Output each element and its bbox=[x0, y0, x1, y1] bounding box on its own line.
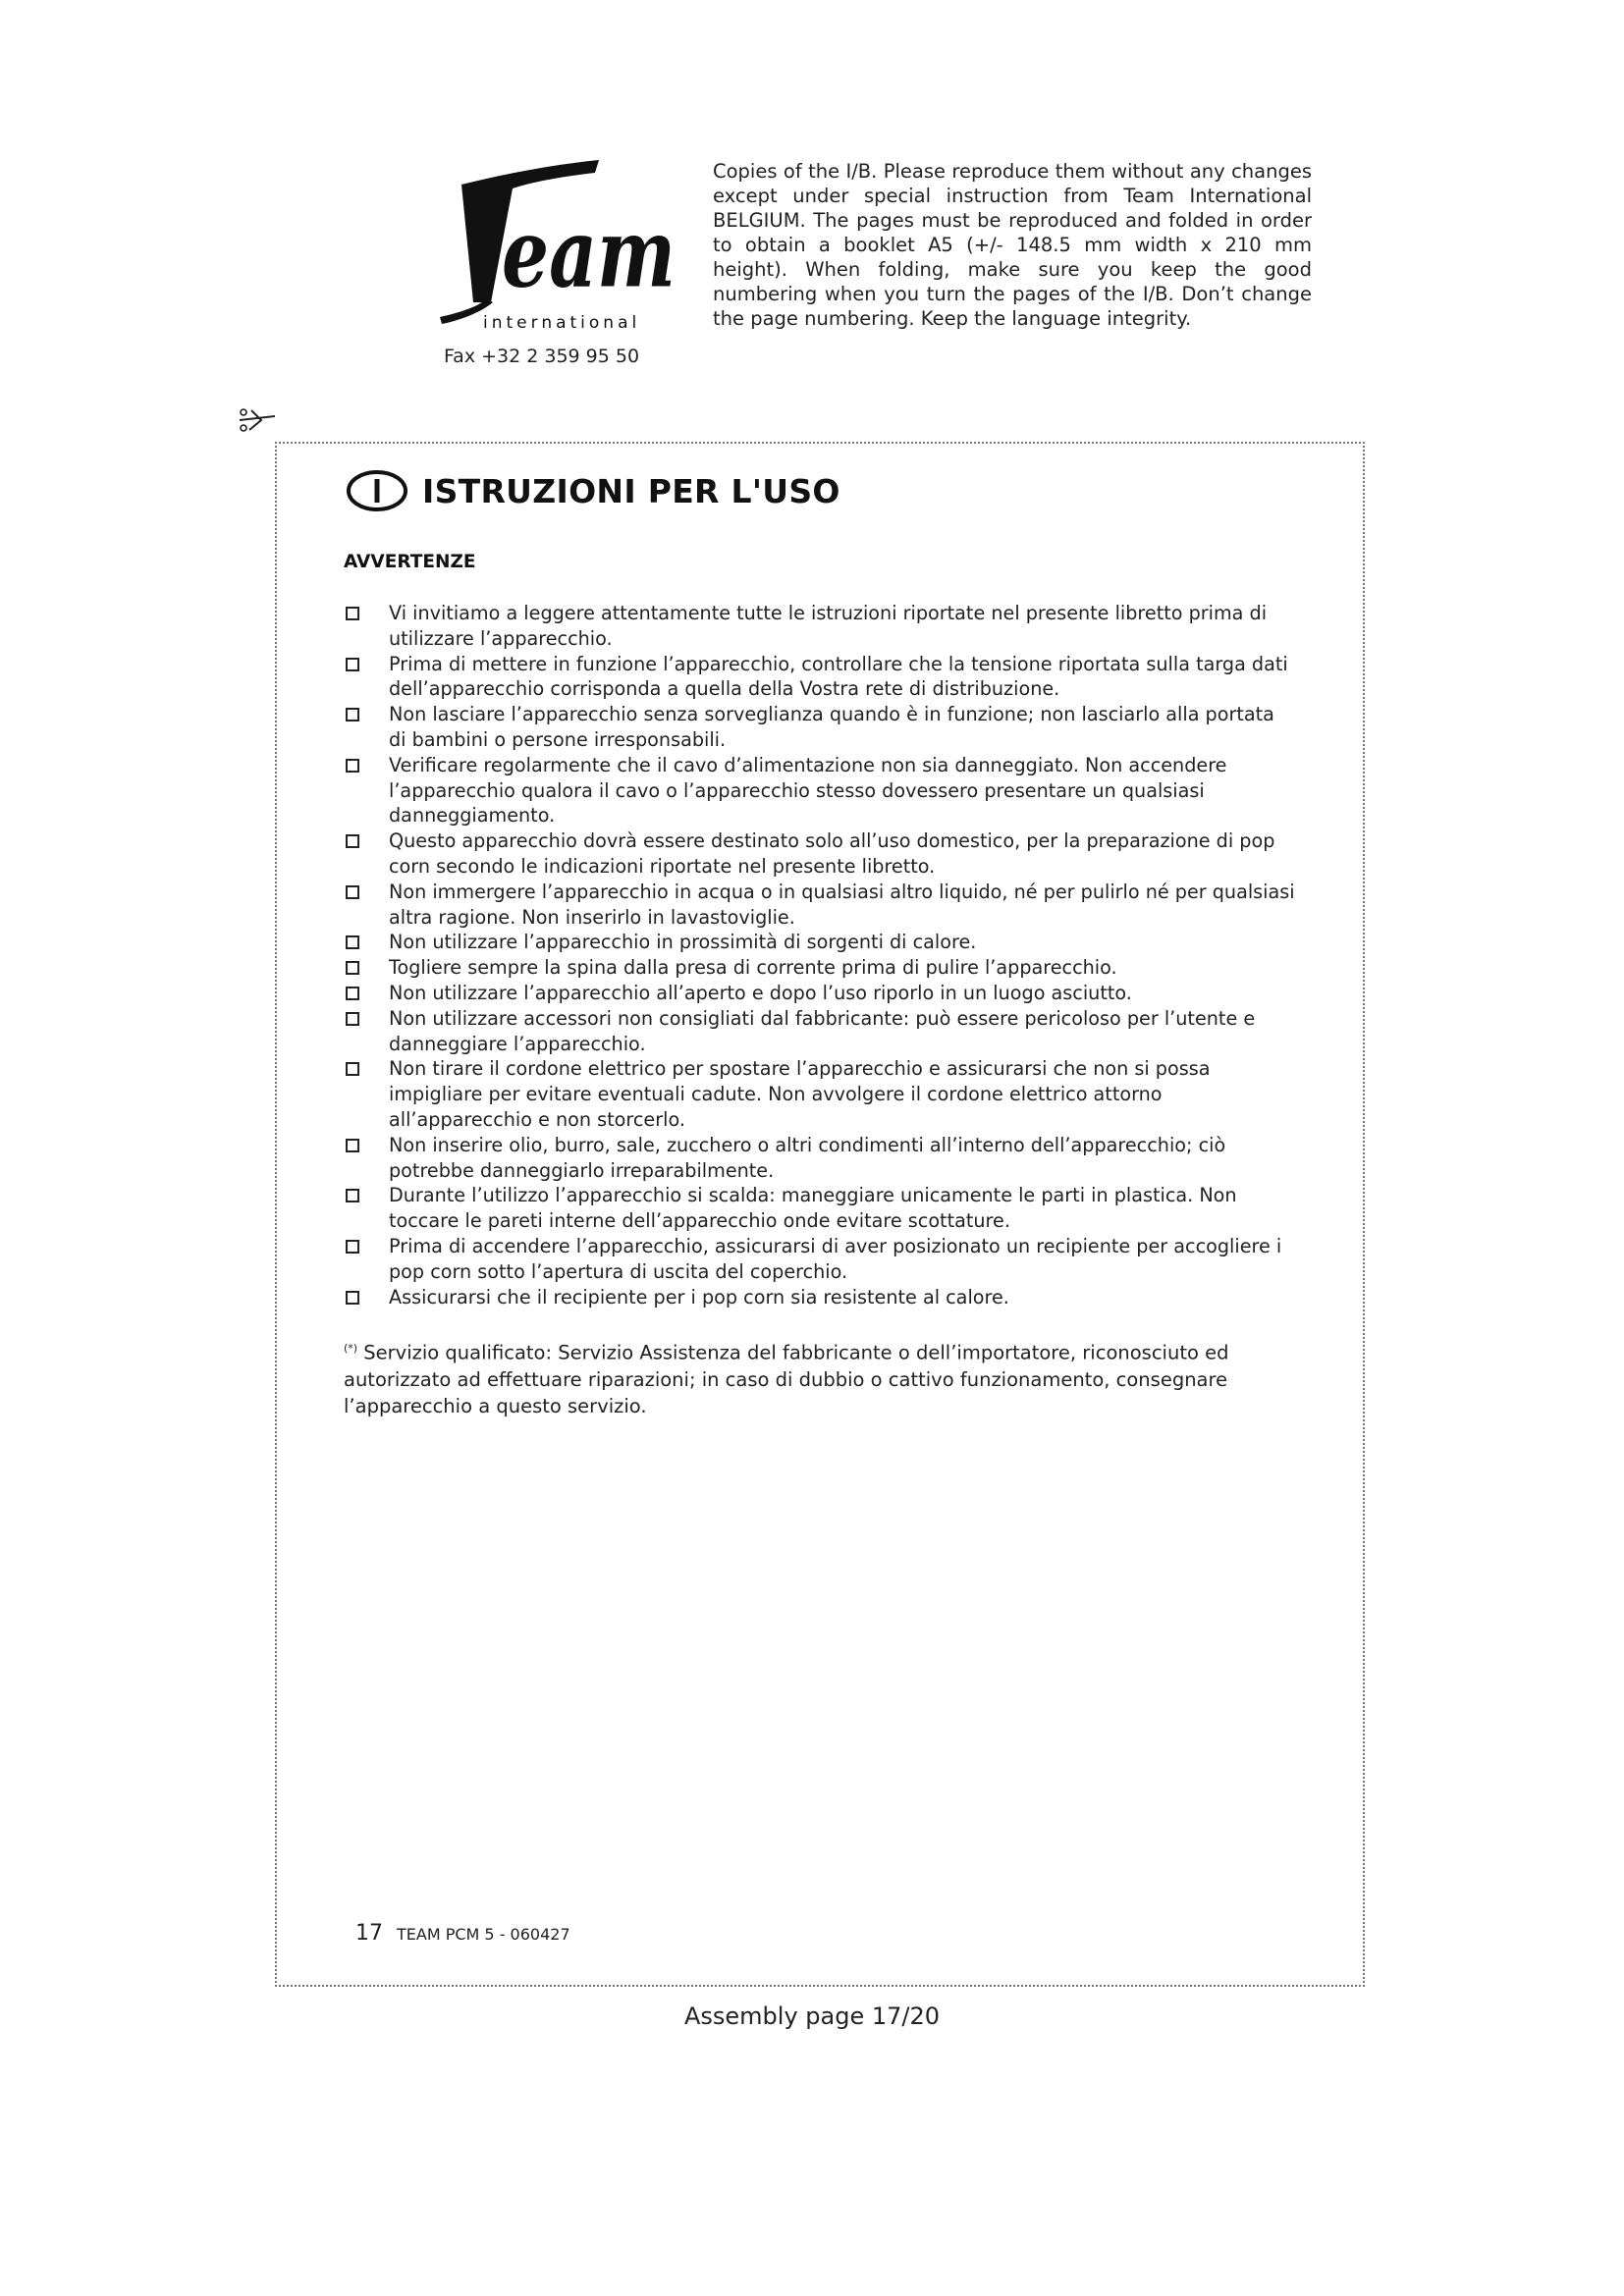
checkbox-bullet-icon bbox=[346, 1012, 359, 1026]
reproduction-instructions: Copies of the I/B. Please reproduce them without any changes except under special instruction from Team International BELGIUM. The pages must be reproduced and folded in order to obtain a booklet A5 (+/- 148.5 mm width x 210 mm height). When folding, make sure you keep the good numbering when you turn the pages of the I/B. Don’t change the page numbering. Keep the language integrity. bbox=[713, 160, 1312, 330]
subheading: AVVERTENZE bbox=[344, 552, 476, 572]
list-item: Non lasciare l’apparecchio senza sorveglianza quando è in funzione; non lasciarlo alla portata di bambini o persone irresponsabili. bbox=[344, 702, 1296, 753]
list-item: Vi invitiamo a leggere attentamente tutte le istruzioni riportate nel presente libretto prima di utilizzare l’apparecchio. bbox=[344, 601, 1296, 652]
section-heading bbox=[346, 463, 840, 518]
checkbox-bullet-icon bbox=[346, 1291, 359, 1305]
checkbox-bullet-icon bbox=[346, 1139, 359, 1152]
list-item: Non immergere l’apparecchio in acqua o in qualsiasi altro liquido, né per pulirlo né per qualsiasi altra ragione. Non inserirlo in lavastoviglie. bbox=[344, 880, 1296, 931]
checkbox-bullet-icon bbox=[346, 935, 359, 949]
checkbox-bullet-icon bbox=[346, 658, 359, 671]
list-item: Non tirare il cordone elettrico per spostare l’apparecchio e assicurarsi che non si possa impigliare per evitare eventuali cadute. Non avvolgere il cordone elettrico attorno all’apparecchio e non storcerlo. bbox=[344, 1056, 1296, 1132]
team-international-logo bbox=[422, 155, 677, 342]
language-badge-icon bbox=[346, 469, 408, 512]
list-item: Non inserire olio, burro, sale, zucchero o altri condimenti all’interno dell’apparecchio; ciò potrebbe danneggiarlo irreparabilmente. bbox=[344, 1133, 1296, 1184]
checkbox-bullet-icon bbox=[346, 1062, 359, 1076]
list-item: Non utilizzare accessori non consigliati dal fabbricante: può essere pericoloso per l’utente e danneggiare l’apparecchio. bbox=[344, 1006, 1296, 1057]
fax-number: Fax +32 2 359 95 50 bbox=[444, 346, 640, 367]
model-code: TEAM PCM 5 - 060427 bbox=[397, 1925, 570, 1944]
qualified-service-note: (*) Servizio qualificato: Servizio Assistenza del fabbricante o dell’importatore, riconosciuto ed autorizzato ad effettuare riparazioni; in caso di dubbio o cattivo funzionamento, consegnare l’apparecchio a questo servizio. bbox=[344, 1341, 1229, 1417]
footnote-marker: (*) bbox=[344, 1342, 358, 1355]
checkbox-bullet-icon bbox=[346, 961, 359, 975]
svg-text:eam: eam bbox=[502, 198, 677, 309]
warning-list bbox=[344, 601, 1296, 1309]
assembly-page-label: Assembly page 17/20 bbox=[683, 2002, 941, 2030]
list-item: Non utilizzare l’apparecchio all’aperto e dopo l’uso riporlo in un luogo asciutto. bbox=[344, 981, 1296, 1006]
checkbox-bullet-icon bbox=[346, 834, 359, 848]
checkbox-bullet-icon bbox=[346, 759, 359, 773]
list-item: Togliere sempre la spina dalla presa di corrente prima di pulire l’apparecchio. bbox=[344, 955, 1296, 981]
list-item: Non utilizzare l’apparecchio in prossimità di sorgenti di calore. bbox=[344, 930, 1296, 955]
logo-subtext: international bbox=[483, 313, 641, 333]
page-number: 17 bbox=[355, 1921, 383, 1946]
list-item: Prima di mettere in funzione l’apparecchio, controllare che la tensione riportata sulla targa dati dell’apparecchio corrisponda a quella della Vostra rete di distribuzione. bbox=[344, 652, 1296, 703]
list-item: Durante l’utilizzo l’apparecchio si scalda: maneggiare unicamente le parti in plastica. Non toccare le pareti interne dell’apparecchio onde evitare scottature. bbox=[344, 1183, 1296, 1234]
checkbox-bullet-icon bbox=[346, 885, 359, 899]
list-item: Prima di accendere l’apparecchio, assicurarsi di aver posizionato un recipiente per accogliere i pop corn sotto l’apertura di uscita del coperchio. bbox=[344, 1234, 1296, 1285]
scissors-icon bbox=[236, 406, 277, 436]
checkbox-bullet-icon bbox=[346, 708, 359, 721]
page-title: ISTRUZIONI PER L'USO bbox=[422, 471, 840, 510]
checkbox-bullet-icon bbox=[346, 1240, 359, 1254]
list-item: Verificare regolarmente che il cavo d’alimentazione non sia danneggiato. Non accendere l’apparecchio qualora il cavo o l’apparecchio stesso dovessero presentare un qualsiasi danneggiamento. bbox=[344, 753, 1296, 828]
list-item: Questo apparecchio dovrà essere destinato solo all’uso domestico, per la preparazione di pop corn secondo le indicazioni riportate nel presente libretto. bbox=[344, 828, 1296, 880]
list-item: Assicurarsi che il recipiente per i pop corn sia resistente al calore. bbox=[344, 1285, 1296, 1310]
checkbox-bullet-icon bbox=[346, 607, 359, 620]
checkbox-bullet-icon bbox=[346, 1189, 359, 1202]
checkbox-bullet-icon bbox=[346, 987, 359, 1000]
page-footer bbox=[355, 1921, 570, 1946]
